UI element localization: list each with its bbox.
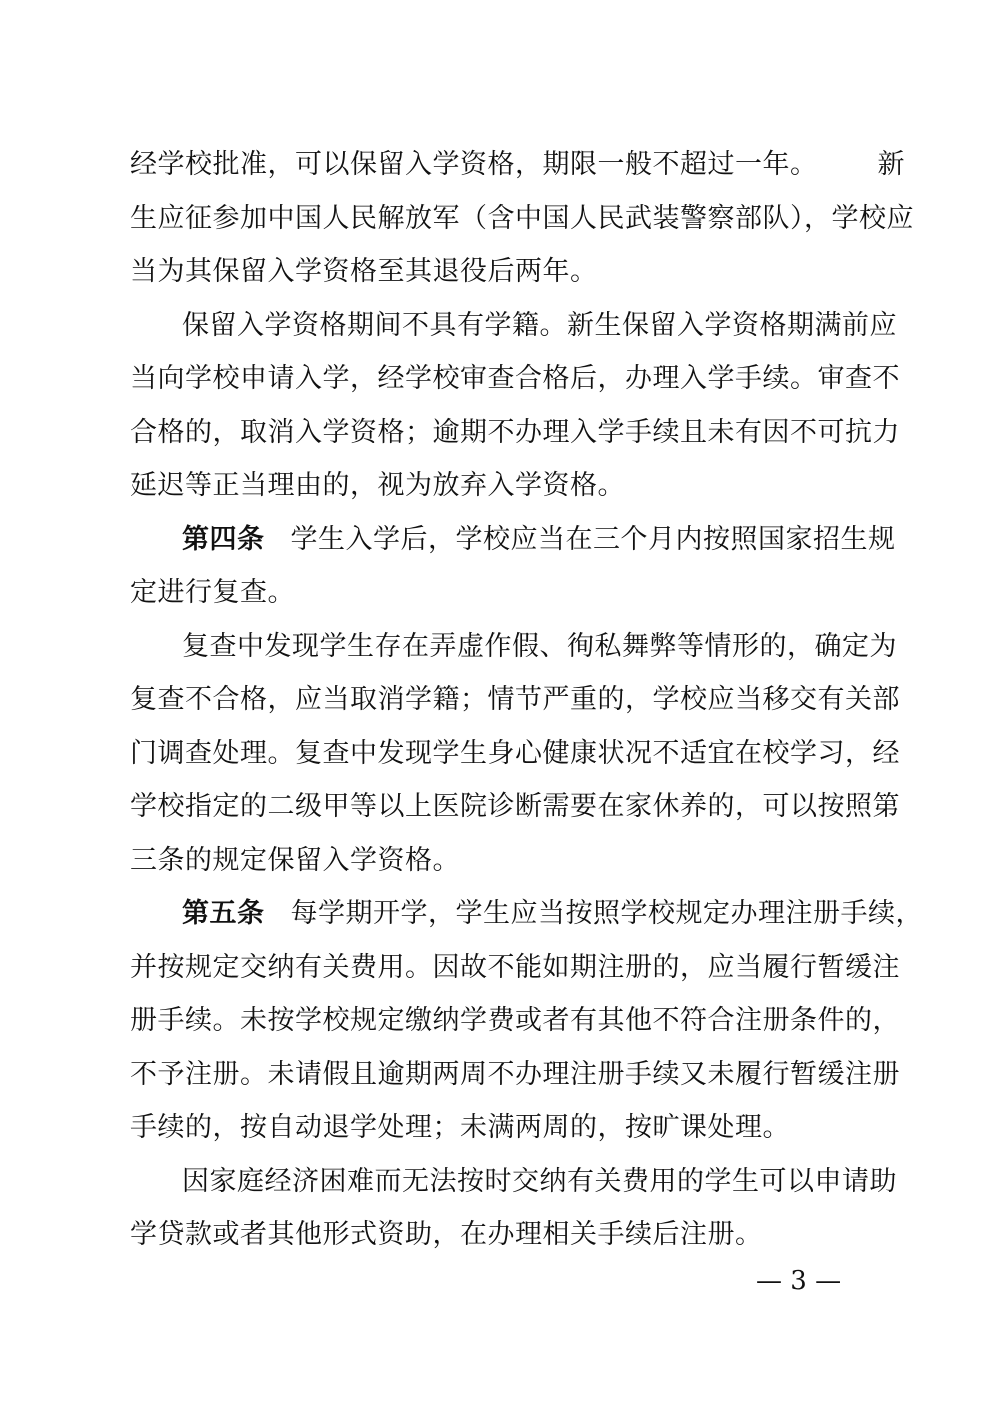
- text-line: [130, 138, 905, 192]
- document-body: [130, 138, 923, 1262]
- text-line: 延迟等正当理由的，视为放弃入学资格。: [130, 470, 625, 501]
- text-line: 当向学校申请入学，经学校审查合格后，办理入学手续。审查不: [130, 363, 900, 394]
- text-segment: 新: [877, 149, 905, 180]
- article-line: [130, 887, 923, 941]
- text-line: 不予注册。未请假且逾期两周不办理注册手续又未履行暂缓注册: [130, 1058, 900, 1090]
- text-line: 门调查处理。复查中发现学生身心健康状况不适宜在校学习，经: [130, 737, 900, 769]
- text-line: 生应征参加中国人民解放军（含中国人民武装警察部队），学校应: [130, 202, 914, 234]
- text-segment: 每学期开学，学生应当按照学校规定办理注册手续，: [290, 898, 923, 929]
- article-line: [130, 513, 896, 567]
- text-line: 因家庭经济困难而无法按时交纳有关费用的学生可以申请助: [182, 1165, 897, 1197]
- text-line: 三条的规定保留入学资格。: [130, 844, 460, 876]
- text-line: 并按规定交纳有关费用。因故不能如期注册的，应当履行暂缓注: [130, 951, 900, 983]
- text-line: 学贷款或者其他形式资助，在办理相关手续后注册。: [130, 1219, 763, 1250]
- text-segment: 学生入学后，学校应当在三个月内按照国家招生规: [290, 523, 896, 555]
- text-line: 册手续。未按学校规定缴纳学费或者有其他不符合注册条件的，: [130, 1005, 900, 1036]
- page-number: — 3 —: [756, 1266, 842, 1296]
- text-line: 复查不合格，应当取消学籍；情节严重的，学校应当移交有关部: [130, 684, 900, 715]
- text-line: 合格的，取消入学资格；逾期不办理入学手续且未有因不可抗力: [130, 416, 900, 448]
- text-line: 手续的，按自动退学处理；未满两周的，按旷课处理。: [130, 1112, 790, 1143]
- article-heading: 第四条: [182, 523, 265, 555]
- text-line: 复查中发现学生存在弄虚作假、徇私舞弊等情形的，确定为: [182, 630, 897, 662]
- article-heading: 第五条: [182, 898, 265, 929]
- text-line: 保留入学资格期间不具有学籍。新生保留入学资格期满前应: [182, 309, 897, 341]
- text-line: 当为其保留入学资格至其退役后两年。: [130, 256, 598, 287]
- text-segment: 经学校批准，可以保留入学资格，期限一般不超过一年。: [130, 149, 818, 180]
- text-line: 学校指定的二级甲等以上医院诊断需要在家休养的，可以按照第: [130, 791, 900, 822]
- text-line: 定进行复查。: [130, 577, 295, 608]
